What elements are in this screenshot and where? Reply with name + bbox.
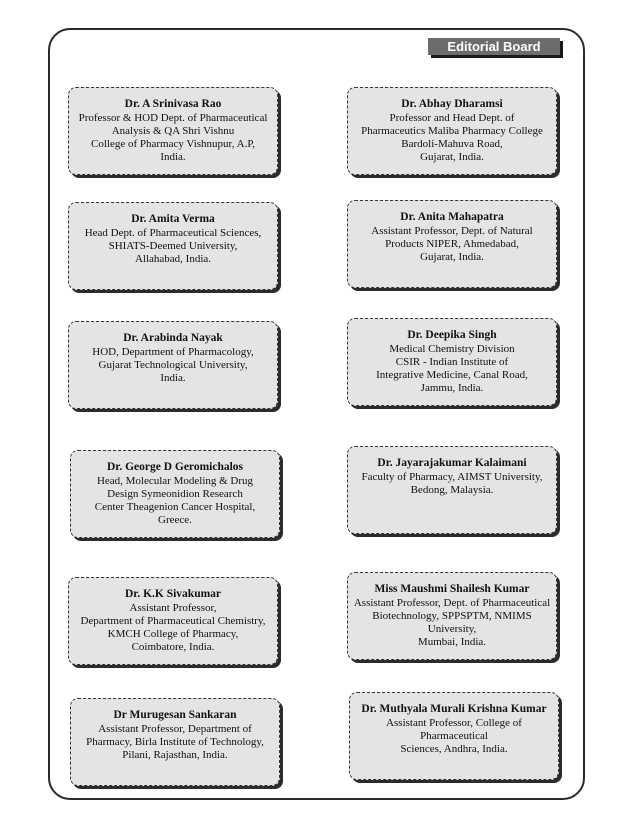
editor-affiliation: Medical Chemistry Division CSIR - Indian Institute of Integrative Medicine, Canal Road, Jammu, India. [376,343,528,395]
editor-affiliation: Assistant Professor, Dept. of Pharmaceutical Biotechnology, SPPSPTM, NMIMS University, Mumbai, India. [353,597,551,649]
editor-affiliation: Faculty of Pharmacy, AIMST University, Bedong, Malaysia. [361,471,543,497]
editor-name: Dr. Abhay Dharamsi [401,98,503,110]
editor-card [347,318,557,406]
editor-card [349,692,559,780]
editor-card [347,572,557,660]
editor-affiliation: Assistant Professor, College of Pharmaceutical Sciences, Andhra, India. [386,717,522,756]
editor-card [68,321,278,409]
editor-card [347,446,557,534]
editor-name: Dr. Anita Mahapatra [400,211,504,223]
editor-affiliation: Assistant Professor, Dept. of Natural Products NIPER, Ahmedabad, Gujarat, India. [371,225,533,264]
editor-affiliation: Professor & HOD Dept. of Pharmaceutical Analysis & QA Shri Vishnu College of Pharmacy Vishnupur, A.P, India. [78,112,268,164]
editor-card [68,87,278,175]
editor-name: Miss Maushmi Shailesh Kumar [374,583,530,595]
editor-name: Dr. Deepika Singh [407,329,497,341]
editor-affiliation: Assistant Professor, Department of Pharmaceutical Chemistry, KMCH College of Pharmacy, Coimbatore, India. [80,602,266,654]
editor-card [347,200,557,288]
editor-affiliation: Head Dept. of Pharmaceutical Sciences, SHIATS-Deemed University, Allahabad, India. [84,227,262,266]
editor-card [347,87,557,175]
editor-card [68,577,278,665]
editor-card [68,202,278,290]
editor-card [70,450,280,538]
editor-affiliation: Professor and Head Dept. of Pharmaceutics Maliba Pharmacy College Bardoli-Mahuva Road, Gujarat, India. [361,112,543,164]
editor-name: Dr. Arabinda Nayak [123,332,223,344]
editor-name: Dr Murugesan Sankaran [113,709,237,721]
editor-affiliation: HOD, Department of Pharmacology, Gujarat Technological University, India. [92,346,254,385]
section-title-badge: Editorial Board [428,38,560,55]
editor-name: Dr. A Srinivasa Rao [124,98,222,110]
editor-affiliation: Assistant Professor, Department of Pharmacy, Birla Institute of Technology, Pilani, Rajasthan, India. [86,723,264,762]
editor-affiliation: Head, Molecular Modeling & Drug Design Symeonidion Research Center Theagenion Cancer Hospital, Greece. [94,475,256,527]
editor-name: Dr. K.K Sivakumar [124,588,222,600]
editor-name: Dr. Amita Verma [131,213,215,225]
editor-name: Dr. Muthyala Murali Krishna Kumar [361,703,547,715]
editor-name: Dr. George D Geromichalos [106,461,244,473]
editor-card [70,698,280,786]
editor-name: Dr. Jayarajakumar Kalaimani [377,457,527,469]
